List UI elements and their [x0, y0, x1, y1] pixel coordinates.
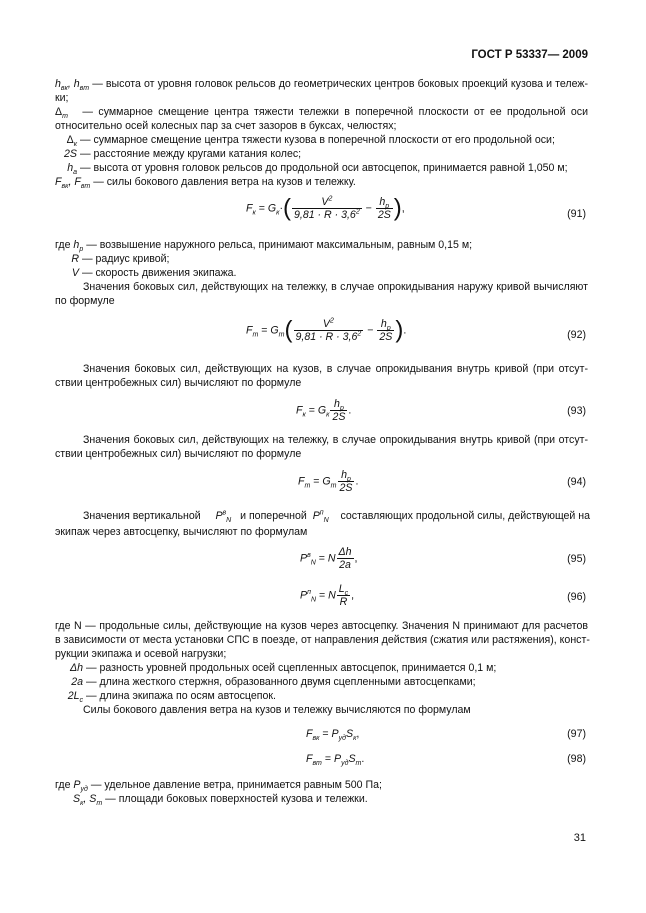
paragraph-line: в зависимости от места установки СПС в поезде, от направления действия (сжатия или растяжения), конст-	[55, 634, 590, 646]
fraction: $\frac{\Delta h}{2a}$	[338, 546, 352, 571]
symbol: 2S	[64, 148, 77, 160]
definition-r: R — радиус кривой;	[55, 252, 588, 266]
definition-s: $S_к$, $S_т$ — площади боковых поверхностей кузова и тележки.	[73, 793, 368, 808]
formula-91: $F_к = G_к\cdot$( $\frac{V^2}{9,81 \cdot R \cdot 3,6^2}$ − $\frac{h_р}{2S}$ ),	[246, 194, 405, 222]
paragraph-line: где N — продольные силы, действующие на кузов через автосцепку. Значения N принимают для расчетов	[55, 620, 588, 632]
paragraph-line: по формуле	[55, 295, 115, 307]
formula-95: $P^в_N = N$ $\frac{\Delta h}{2a}$ ,	[300, 546, 358, 571]
fraction: $\frac{h_р}{2S}$	[339, 469, 353, 494]
definition-delta-t: $\Delta_т$ — суммарное смещение центра тяжести тележки в поперечной плоскости от ее продольной оси	[55, 106, 588, 121]
symbol: $2L_с$	[67, 690, 83, 705]
page-number: 31	[573, 832, 586, 844]
equation-number: (95)	[567, 553, 586, 565]
fraction: $\frac{L_с}{R}$	[338, 583, 349, 608]
definition-delta-h: Δh — разность уровней продольных осей сцепленных автосцепок, принимается 0,1 м;	[55, 661, 588, 675]
paragraph-line: рукции экипажа и осевой нагрузки;	[55, 648, 227, 660]
paragraph-line: Значения боковых сил, действующих на тележку, в случае опрокидывания внутрь кривой (при отсут-	[83, 434, 588, 446]
equation-number: (97)	[567, 728, 586, 740]
paragraph-line: Силы бокового давления ветра на кузов и тележку вычисляются по формулам	[83, 704, 471, 716]
definition-f-vk: $F_{вк}$, $F_{вт}$ — силы бокового давления ветра на кузов и тележку.	[55, 176, 356, 191]
definition-2a: 2a — длина жесткого стержня, образованного двумя сцепленными автосцепками;	[55, 675, 588, 689]
equation-number: (92)	[567, 329, 586, 341]
paragraph-line: Значения боковых сил, действующих на кузов, в случае опрокидывания внутрь кривой (при отсут-	[83, 363, 588, 375]
formula-96: $P^п_N = N$ $\frac{L_с}{R}$ ,	[300, 583, 355, 608]
symbol: 2a	[71, 676, 83, 688]
symbol: $S_к$, $S_т$	[73, 793, 103, 808]
symbol: Δh	[70, 662, 83, 674]
equation-number: (96)	[567, 591, 586, 603]
definition-p-ud: где $P_{уд}$ — удельное давление ветра, принимается равным 500 Па;	[55, 779, 382, 794]
definition-h-a: $h_а$ — высота от уровня головок рельсов до продольной оси автосцепок, принимается равной 1,050 м;	[55, 161, 588, 175]
fraction: $\frac{V^2}{9,81 \cdot R \cdot 3,6^2}$	[293, 195, 360, 221]
symbol: V	[71, 267, 79, 279]
paragraph-line: ствии центробежных сил) вычисляют по формуле	[55, 377, 302, 389]
definition-continuation: относительно осей колесных пар за счет зазоров в буксах, челюстях;	[55, 120, 397, 132]
document-header: ГОСТ Р 53337— 2009	[471, 49, 588, 61]
equation-number: (98)	[567, 753, 586, 765]
fraction: $\frac{h_р}{2S}$	[377, 196, 391, 221]
paragraph-line: экипаж через автосцепку, вычисляют по формулам	[55, 526, 308, 538]
fraction: $\frac{V^2}{9,81 \cdot R \cdot 3,6^2}$	[295, 317, 362, 343]
formula-98: $F_{вт} = P_{уд}S_т$.	[306, 753, 365, 768]
formula-92: $F_т = G_m$( $\frac{V^2}{9,81 \cdot R \cdot 3,6^2}$ − $\frac{h_р}{2S}$ ).	[246, 316, 407, 344]
definition-2l: $2L_с$ — длина экипажа по осям автосцепок.	[55, 689, 588, 703]
formula-97: $F_{вк} = P_{уд}S_к$,	[306, 728, 360, 743]
symbol: $\Delta_т$	[55, 106, 68, 121]
paragraph-line: Значения вертикальной $P^в_N$ и поперечной $P^п_N$ составляющих продольной силы, действующей на	[83, 509, 591, 525]
paragraph-line: ствии центробежных сил) вычисляют по формуле	[55, 448, 302, 460]
definition-continuation: ки;	[55, 92, 69, 104]
symbol: $\Delta_к$	[66, 134, 77, 149]
formula-94: $F_т = G_m$ $\frac{h_р}{2S}$ .	[298, 469, 359, 494]
definition-h-vk: $h_{вк}$, $h_{вт}$ — высота от уровня головок рельсов до геометрических центров боковых проекций кузова и тележ-	[55, 78, 588, 93]
symbol: $F_{вк}$, $F_{вт}$	[55, 176, 91, 191]
paragraph-line: Значения боковых сил, действующих на тележку, в случае опрокидывания наружу кривой вычисляют	[83, 281, 588, 293]
formula-93: $F_к = G_к$ $\frac{h_р}{2S}$ .	[296, 398, 352, 423]
equation-number: (94)	[567, 476, 586, 488]
fraction: $\frac{h_р}{2S}$	[379, 318, 393, 343]
definition-2s: 2S — расстояние между кругами катания колес;	[55, 147, 588, 161]
symbol: $h_а$	[67, 162, 77, 177]
equation-number: (93)	[567, 405, 586, 417]
symbol: R	[71, 253, 79, 265]
equation-number: (91)	[567, 208, 586, 220]
definition-h-r: где $h_р$ — возвышение наружного рельса, принимают максимальным, равным 0,15 м;	[55, 239, 473, 254]
definition-delta-k: $\Delta_к$ — суммарное смещение центра тяжести кузова в поперечной плоскости от его продольной оси;	[55, 133, 588, 147]
symbol: $h_{вк}$, $h_{вт}$	[55, 78, 90, 93]
definition-v: V — скорость движения экипажа.	[55, 266, 588, 280]
fraction: $\frac{h_р}{2S}$	[332, 398, 346, 423]
